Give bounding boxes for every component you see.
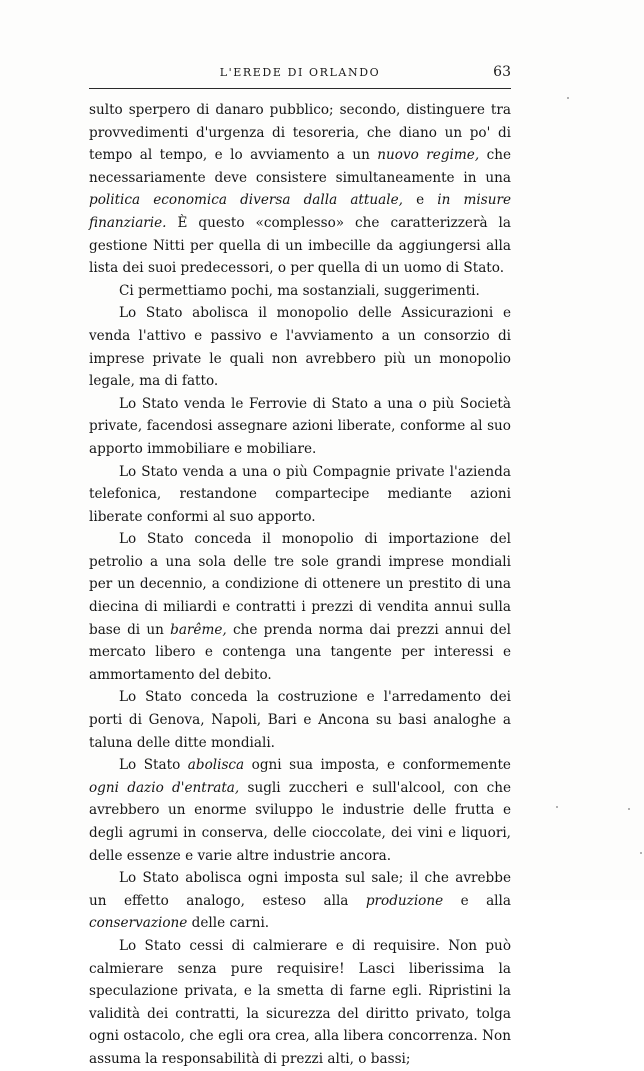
italic-text: politica economica diversa dalla attuale,	[89, 192, 403, 209]
italic-text: conservazione	[89, 915, 188, 932]
paragraph	[89, 528, 511, 686]
text-run: sugli zuccheri e sull'alcool, con che avrebbero un enorme sviluppo le industrie delle frutta e degli agrumi in conserva, delle cioccolate, dei vini e liquori, delle essenze e varie altre industrie ancora.	[89, 779, 511, 864]
scan-speck	[567, 97, 569, 99]
text-run: che necessariamente deve consistere simultaneamente in una	[89, 147, 512, 186]
italic-text: abolisca	[187, 757, 245, 774]
text-run: Lo Stato cessi di calmierare e di requisire. Non può calmierare senza pure requisire! Lasci liberissima la speculazione privata, e la smetta di farne egli. Ripristini la validità dei contratti, la sicurezza del diritto privato, tolga ogni ostacolo, che egli ora crea, alla libera concorrenza. Non assuma la responsabilità di prezzi alti, o bassi;	[89, 937, 511, 1067]
text-run: Lo Stato venda le Ferrovie di Stato a una o più Società private, facendosi assegnare azioni liberate, conforme al suo apporto immobiliare e mobiliare.	[89, 395, 511, 457]
text-run: È questo «complesso» che caratterizzerà la gestione Nitti per quella di un imbecille da aggiungersi alla lista dei suoi predecessori, o per quella di un uomo di Stato.	[89, 214, 511, 277]
italic-text: ogni dazio d'entrata,	[89, 779, 240, 796]
text-run: e	[402, 192, 438, 209]
text-run: Lo Stato venda a una o più Compagnie private l'azienda telefonica, restandone compartecipe mediante azioni liberate conformi al suo apporto.	[89, 463, 511, 525]
paragraph	[89, 302, 511, 392]
paragraph	[89, 754, 511, 867]
italic-text: barême,	[170, 621, 227, 638]
text-run: Lo Stato conceda la costruzione e l'arredamento dei porti di Genova, Napoli, Bari e Ancona su basi analoghe a taluna delle ditte mondiali.	[89, 689, 511, 751]
page-header	[89, 66, 511, 86]
paragraph	[89, 99, 511, 280]
body-text	[89, 99, 511, 1071]
italic-text: in misure finanziarie.	[89, 192, 511, 231]
scan-speck	[556, 806, 558, 808]
scan-speck	[640, 852, 642, 854]
text-run: e alla	[443, 892, 511, 909]
text-run: delle carni.	[187, 915, 270, 932]
text-run: Lo Stato	[119, 757, 188, 774]
text-run: sulto sperpero di danaro pubblico; secondo, distinguere tra provvedimenti d'urgenza di tesoreria, che diano un po' di tempo al tempo, e lo avviamento a un	[89, 102, 511, 164]
text-run: Lo Stato abolisca il monopolio delle Assicurazioni e venda l'attivo e passivo e l'avviamento a un consorzio di imprese private le quali non avrebbero più un monopolio legale, ma di fatto.	[89, 305, 511, 390]
text-run: Lo Stato abolisca ogni imposta sul sale; il che avrebbe un effetto analogo, esteso alla	[89, 870, 511, 909]
paragraph	[89, 393, 511, 461]
text-run: Lo Stato conceda il monopolio di importazione del petrolio a una sola delle tre sole grandi imprese mondiali per un decennio, a condizione di ottenere un prestito di una diecina di miliardi e contratti i prezzi di vendita annui sulla base di un	[89, 531, 511, 638]
text-run: ogni sua imposta, e conformemente	[244, 757, 511, 774]
page-number: 63	[493, 64, 511, 80]
italic-text: nuovo regime,	[377, 147, 480, 164]
paragraph	[89, 935, 511, 1071]
paragraph	[89, 867, 511, 935]
paragraph	[89, 686, 511, 754]
text-run: che prenda norma dai prezzi annui del mercato libero e contenga una tangente per interessi e ammortamento del debito.	[89, 621, 511, 683]
scan-speck	[628, 808, 630, 810]
text-run: Ci permettiamo pochi, ma sostanziali, suggerimenti.	[119, 282, 480, 299]
paragraph	[89, 461, 511, 529]
italic-text: produzione	[365, 892, 444, 909]
paragraph	[89, 280, 511, 303]
header-rule	[89, 88, 511, 89]
running-title: L'EREDE DI ORLANDO	[219, 66, 381, 79]
